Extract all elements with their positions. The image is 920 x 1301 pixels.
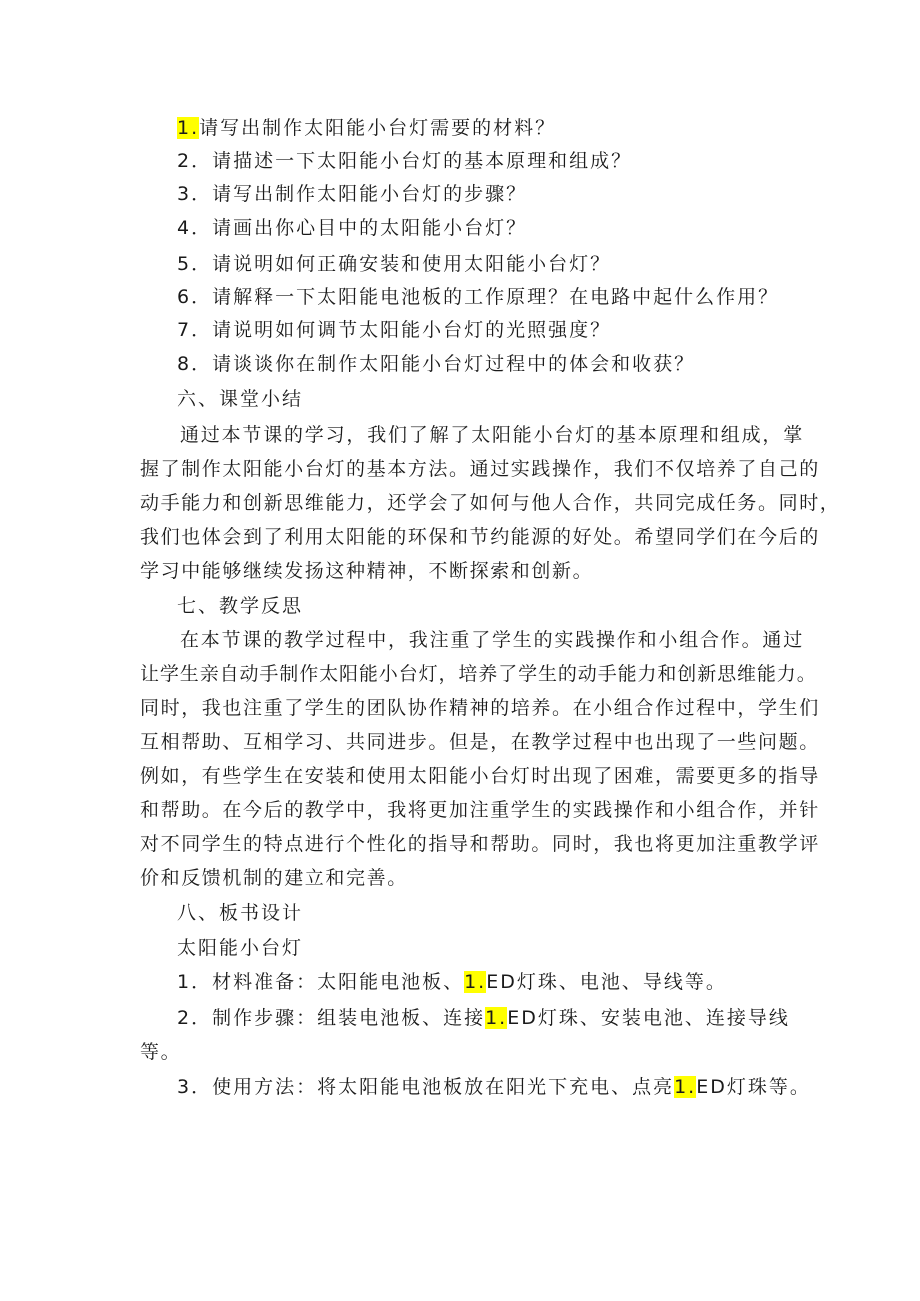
question-7 [177, 318, 611, 342]
question-number: 8 [177, 353, 192, 375]
question-text: 请写出制作太阳能小台灯需要的材料？ [199, 117, 557, 139]
question-text: ．请谈谈你在制作太阳能小台灯过程中的体会和收获？ [191, 353, 696, 375]
reflection-line: 让学生亲自动手制作太阳能小台灯，培养了学生的动手能力和创新思维能力。 [140, 663, 817, 685]
highlight-marker: 1. [464, 971, 487, 993]
question-number: 5 [177, 253, 192, 275]
question-2 [177, 149, 632, 173]
board-item-2 [177, 1006, 790, 1030]
question-text: ．请画出你心目中的太阳能小台灯？ [191, 217, 528, 239]
highlight-marker: 1. [177, 117, 200, 139]
board-title: 太阳能小台灯 [177, 937, 304, 959]
question-4 [177, 216, 527, 240]
reflection-line: 例如，有些学生在安装和使用太阳能小台灯时出现了困难，需要更多的指导 [140, 765, 820, 787]
question-text: ．请描述一下太阳能小台灯的基本原理和组成？ [191, 150, 633, 172]
board-item-text: ED灯珠、安装电池、连接导线 [507, 1007, 790, 1029]
board-item-text: 1．材料准备：太阳能电池板、 [177, 971, 465, 993]
question-text: ．请写出制作太阳能小台灯的步骤？ [191, 183, 528, 205]
summary-line: 学习中能够继续发扬这种精神，不断探索和创新。 [140, 560, 594, 582]
summary-line: 通过本节课的学习，我们了解了太阳能小台灯的基本原理和组成，掌 [180, 424, 805, 446]
section-heading-summary: 六、课堂小结 [177, 388, 304, 410]
summary-line: 握了制作太阳能小台灯的基本方法。通过实践操作，我们不仅培养了自己的 [140, 458, 820, 480]
board-item-text: 3．使用方法：将太阳能电池板放在阳光下充电、点亮 [177, 1076, 675, 1098]
question-8 [177, 352, 695, 376]
reflection-line: 价和反馈机制的建立和完善。 [140, 867, 408, 889]
highlight-marker: 1. [674, 1076, 697, 1098]
board-item-1 [177, 970, 727, 994]
question-text: ．请说明如何调节太阳能小台灯的光照强度？ [191, 319, 612, 341]
highlight-marker: 1. [485, 1007, 508, 1029]
section-heading-reflection: 七、教学反思 [177, 595, 304, 617]
board-item-text: ED灯珠等。 [696, 1076, 811, 1098]
board-item-3 [177, 1075, 811, 1099]
summary-line: 动手能力和创新思维能力，还学会了如何与他人合作，共同完成任务。同时， [140, 492, 841, 514]
question-3 [177, 182, 527, 206]
board-item-2-continuation: 等。 [140, 1041, 182, 1063]
reflection-line: 和帮助。在今后的教学中，我将更加注重学生的实践操作和小组合作，并针 [140, 799, 820, 821]
question-number: 2 [177, 150, 192, 172]
question-6 [177, 285, 779, 309]
board-item-text: 2．制作步骤：组装电池板、连接 [177, 1007, 486, 1029]
question-number: 6 [177, 286, 192, 308]
question-number: 4 [177, 217, 192, 239]
question-text: ．请说明如何正确安装和使用太阳能小台灯？ [191, 253, 612, 275]
reflection-line: 在本节课的教学过程中，我注重了学生的实践操作和小组合作。通过 [180, 629, 805, 651]
section-heading-board: 八、板书设计 [177, 902, 304, 924]
question-1 [177, 116, 556, 140]
board-item-text: ED灯珠、电池、导线等。 [486, 971, 727, 993]
reflection-line: 互相帮助、互相学习、共同进步。但是，在教学过程中也出现了一些问题。 [140, 731, 820, 753]
question-number: 3 [177, 183, 192, 205]
reflection-line: 对不同学生的特点进行个性化的指导和帮助。同时，我也将更加注重教学评 [140, 833, 820, 855]
question-text: ．请解释一下太阳能电池板的工作原理？在电路中起什么作用？ [191, 286, 780, 308]
reflection-line: 同时，我也注重了学生的团队协作精神的培养。在小组合作过程中，学生们 [140, 697, 820, 719]
question-number: 7 [177, 319, 192, 341]
question-5 [177, 252, 611, 276]
summary-line: 我们也体会到了利用太阳能的环保和节约能源的好处。希望同学们在今后的 [140, 526, 820, 548]
